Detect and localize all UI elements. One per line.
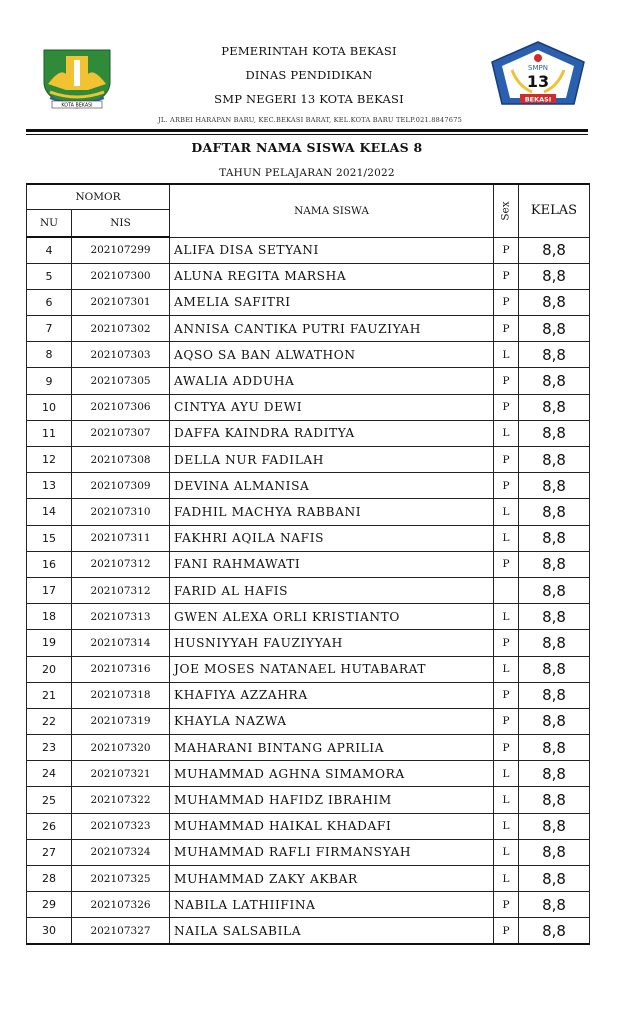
table-row bbox=[27, 839, 590, 865]
table-row bbox=[27, 289, 590, 315]
table-body bbox=[27, 237, 590, 944]
cell-nu: 26 bbox=[27, 813, 72, 839]
smpn-13-emblem-icon bbox=[488, 40, 588, 112]
cell-nama: JOE MOSES NATANAEL HUTABARAT bbox=[170, 656, 494, 682]
table-row bbox=[27, 447, 590, 473]
cell-nis: 202107307 bbox=[72, 420, 170, 446]
cell-nis: 202107325 bbox=[72, 866, 170, 892]
cell-sex: P bbox=[494, 316, 519, 342]
cell-sex: L bbox=[494, 866, 519, 892]
right-logo-caption: BEKASI bbox=[524, 95, 552, 104]
left-logo-caption: KOTA BEKASI bbox=[61, 103, 93, 109]
cell-nama: KHAYLA NAZWA bbox=[170, 708, 494, 734]
cell-nama: FANI RAHMAWATI bbox=[170, 551, 494, 577]
cell-nu: 6 bbox=[27, 289, 72, 315]
cell-nis: 202107300 bbox=[72, 263, 170, 289]
letterhead-line-2: DINAS PENDIDIKAN bbox=[245, 68, 373, 82]
cell-nama: FARID AL HAFIS bbox=[170, 577, 494, 603]
cell-nama: DELLA NUR FADILAH bbox=[170, 447, 494, 473]
kota-bekasi-emblem-icon bbox=[36, 44, 118, 110]
cell-sex: L bbox=[494, 787, 519, 813]
cell-sex: P bbox=[494, 630, 519, 656]
cell-nis: 202107308 bbox=[72, 447, 170, 473]
cell-nis: 202107310 bbox=[72, 499, 170, 525]
cell-kelas: 8,8 bbox=[519, 551, 590, 577]
table-row bbox=[27, 866, 590, 892]
cell-sex: P bbox=[494, 368, 519, 394]
cell-nis: 202107302 bbox=[72, 316, 170, 342]
cell-sex: P bbox=[494, 473, 519, 499]
cell-nu: 27 bbox=[27, 839, 72, 865]
table-row bbox=[27, 656, 590, 682]
table-row bbox=[27, 394, 590, 420]
cell-kelas: 8,8 bbox=[519, 368, 590, 394]
table-row bbox=[27, 499, 590, 525]
cell-kelas: 8,8 bbox=[519, 473, 590, 499]
cell-sex: L bbox=[494, 499, 519, 525]
cell-nama: MAHARANI BINTANG APRILIA bbox=[170, 735, 494, 761]
cell-sex bbox=[494, 577, 519, 603]
header-nomor: NOMOR bbox=[27, 184, 170, 210]
cell-sex: P bbox=[494, 289, 519, 315]
cell-kelas: 8,8 bbox=[519, 839, 590, 865]
cell-kelas: 8,8 bbox=[519, 499, 590, 525]
cell-sex: P bbox=[494, 918, 519, 944]
cell-nu: 17 bbox=[27, 577, 72, 603]
cell-sex: P bbox=[494, 447, 519, 473]
cell-nama: ALUNA REGITA MARSHA bbox=[170, 263, 494, 289]
cell-nu: 5 bbox=[27, 263, 72, 289]
letterhead-rule-thick bbox=[26, 129, 588, 132]
table-row bbox=[27, 577, 590, 603]
cell-sex: P bbox=[494, 237, 519, 263]
cell-nis: 202107303 bbox=[72, 342, 170, 368]
cell-kelas: 8,8 bbox=[519, 525, 590, 551]
cell-nama: MUHAMMAD ZAKY AKBAR bbox=[170, 866, 494, 892]
cell-kelas: 8,8 bbox=[519, 708, 590, 734]
cell-nis: 202107322 bbox=[72, 787, 170, 813]
cell-nama: NABILA LATHIIFINA bbox=[170, 892, 494, 918]
cell-nu: 18 bbox=[27, 604, 72, 630]
cell-nu: 8 bbox=[27, 342, 72, 368]
letterhead-address: JL. ARBEI HARAPAN BARU, KEC.BEKASI BARAT, KEL.KOTA BARU TELP.021.8847675 bbox=[158, 116, 462, 124]
cell-sex: L bbox=[494, 604, 519, 630]
cell-nis: 202107311 bbox=[72, 525, 170, 551]
cell-nis: 202107313 bbox=[72, 604, 170, 630]
cell-nama: AQSO SA BAN ALWATHON bbox=[170, 342, 494, 368]
cell-sex: P bbox=[494, 263, 519, 289]
cell-nis: 202107321 bbox=[72, 761, 170, 787]
table-row bbox=[27, 761, 590, 787]
right-logo-number: 13 bbox=[526, 72, 550, 91]
table-row bbox=[27, 604, 590, 630]
cell-kelas: 8,8 bbox=[519, 342, 590, 368]
cell-kelas: 8,8 bbox=[519, 420, 590, 446]
cell-nu: 14 bbox=[27, 499, 72, 525]
cell-nu: 28 bbox=[27, 866, 72, 892]
cell-nu: 22 bbox=[27, 708, 72, 734]
letterhead-rule-thin bbox=[26, 134, 588, 135]
table-row bbox=[27, 525, 590, 551]
cell-kelas: 8,8 bbox=[519, 316, 590, 342]
table-row bbox=[27, 708, 590, 734]
cell-kelas: 8,8 bbox=[519, 577, 590, 603]
cell-nu: 12 bbox=[27, 447, 72, 473]
document-title: DAFTAR NAMA SISWA KELAS 8 bbox=[191, 140, 423, 155]
academic-year: TAHUN PELAJARAN 2021/2022 bbox=[219, 167, 395, 179]
table-row bbox=[27, 237, 590, 263]
cell-sex: P bbox=[494, 708, 519, 734]
header-nu: NU bbox=[27, 210, 72, 238]
cell-kelas: 8,8 bbox=[519, 918, 590, 944]
cell-nama: MUHAMMAD HAIKAL KHADAFI bbox=[170, 813, 494, 839]
cell-nama: AWALIA ADDUHA bbox=[170, 368, 494, 394]
cell-nama: FADHIL MACHYA RABBANI bbox=[170, 499, 494, 525]
letterhead-line-1: PEMERINTAH KOTA BEKASI bbox=[221, 44, 397, 58]
cell-nu: 24 bbox=[27, 761, 72, 787]
cell-nis: 202107319 bbox=[72, 708, 170, 734]
cell-nis: 202107318 bbox=[72, 682, 170, 708]
cell-nu: 23 bbox=[27, 735, 72, 761]
right-logo-top-text: SMPN bbox=[528, 64, 548, 72]
cell-sex: L bbox=[494, 420, 519, 446]
table-row bbox=[27, 551, 590, 577]
table-row bbox=[27, 813, 590, 839]
header-sex bbox=[494, 184, 519, 237]
cell-kelas: 8,8 bbox=[519, 813, 590, 839]
cell-nis: 202107312 bbox=[72, 577, 170, 603]
cell-kelas: 8,8 bbox=[519, 237, 590, 263]
table-row bbox=[27, 316, 590, 342]
cell-sex: L bbox=[494, 839, 519, 865]
cell-kelas: 8,8 bbox=[519, 447, 590, 473]
cell-nama: KHAFIYA AZZAHRA bbox=[170, 682, 494, 708]
cell-nu: 4 bbox=[27, 237, 72, 263]
cell-nama: ALIFA DISA SETYANI bbox=[170, 237, 494, 263]
cell-nis: 202107305 bbox=[72, 368, 170, 394]
header-kelas: KELAS bbox=[519, 184, 590, 237]
cell-sex: P bbox=[494, 892, 519, 918]
letterhead-line-3: SMP NEGERI 13 KOTA BEKASI bbox=[214, 92, 404, 106]
cell-nis: 202107320 bbox=[72, 735, 170, 761]
cell-kelas: 8,8 bbox=[519, 866, 590, 892]
table-row bbox=[27, 892, 590, 918]
letterhead bbox=[26, 38, 592, 128]
table-row bbox=[27, 918, 590, 944]
cell-nama: DAFFA KAINDRA RADITYA bbox=[170, 420, 494, 446]
table-row bbox=[27, 473, 590, 499]
cell-kelas: 8,8 bbox=[519, 892, 590, 918]
cell-kelas: 8,8 bbox=[519, 630, 590, 656]
cell-kelas: 8,8 bbox=[519, 761, 590, 787]
cell-nu: 15 bbox=[27, 525, 72, 551]
cell-nu: 20 bbox=[27, 656, 72, 682]
cell-nu: 21 bbox=[27, 682, 72, 708]
cell-nu: 25 bbox=[27, 787, 72, 813]
cell-nis: 202107316 bbox=[72, 656, 170, 682]
cell-kelas: 8,8 bbox=[519, 394, 590, 420]
cell-nu: 29 bbox=[27, 892, 72, 918]
cell-sex: P bbox=[494, 551, 519, 577]
cell-nu: 16 bbox=[27, 551, 72, 577]
header-nis: NIS bbox=[72, 210, 170, 238]
cell-nu: 10 bbox=[27, 394, 72, 420]
student-roster-table bbox=[26, 183, 590, 945]
cell-nis: 202107306 bbox=[72, 394, 170, 420]
cell-nama: NAILA SALSABILA bbox=[170, 918, 494, 944]
cell-kelas: 8,8 bbox=[519, 682, 590, 708]
header-nama-siswa: NAMA SISWA bbox=[170, 184, 494, 237]
cell-sex: P bbox=[494, 682, 519, 708]
table-row bbox=[27, 368, 590, 394]
cell-nama: CINTYA AYU DEWI bbox=[170, 394, 494, 420]
table-row bbox=[27, 735, 590, 761]
cell-nu: 19 bbox=[27, 630, 72, 656]
cell-kelas: 8,8 bbox=[519, 787, 590, 813]
cell-nis: 202107323 bbox=[72, 813, 170, 839]
cell-kelas: 8,8 bbox=[519, 735, 590, 761]
cell-nama: AMELIA SAFITRI bbox=[170, 289, 494, 315]
cell-kelas: 8,8 bbox=[519, 289, 590, 315]
table-row bbox=[27, 420, 590, 446]
cell-nis: 202107301 bbox=[72, 289, 170, 315]
cell-nu: 30 bbox=[27, 918, 72, 944]
table-row bbox=[27, 787, 590, 813]
cell-nis: 202107327 bbox=[72, 918, 170, 944]
cell-kelas: 8,8 bbox=[519, 656, 590, 682]
table-row bbox=[27, 682, 590, 708]
cell-nis: 202107324 bbox=[72, 839, 170, 865]
cell-nis: 202107314 bbox=[72, 630, 170, 656]
cell-kelas: 8,8 bbox=[519, 263, 590, 289]
cell-kelas: 8,8 bbox=[519, 604, 590, 630]
cell-nama: DEVINA ALMANISA bbox=[170, 473, 494, 499]
cell-nis: 202107299 bbox=[72, 237, 170, 263]
cell-sex: L bbox=[494, 813, 519, 839]
cell-nama: MUHAMMAD HAFIDZ IBRAHIM bbox=[170, 787, 494, 813]
cell-nama: FAKHRI AQILA NAFIS bbox=[170, 525, 494, 551]
cell-sex: L bbox=[494, 342, 519, 368]
cell-nu: 9 bbox=[27, 368, 72, 394]
table-row bbox=[27, 342, 590, 368]
cell-nama: GWEN ALEXA ORLI KRISTIANTO bbox=[170, 604, 494, 630]
cell-nama: MUHAMMAD RAFLI FIRMANSYAH bbox=[170, 839, 494, 865]
table-row bbox=[27, 263, 590, 289]
cell-sex: L bbox=[494, 525, 519, 551]
cell-nu: 7 bbox=[27, 316, 72, 342]
cell-nama: MUHAMMAD AGHNA SIMAMORA bbox=[170, 761, 494, 787]
cell-sex: L bbox=[494, 761, 519, 787]
table-row bbox=[27, 630, 590, 656]
cell-nu: 11 bbox=[27, 420, 72, 446]
table-header-row-1 bbox=[27, 184, 590, 210]
cell-sex: L bbox=[494, 656, 519, 682]
header-sex-label: Sex bbox=[500, 201, 512, 221]
cell-nama: ANNISA CANTIKA PUTRI FAUZIYAH bbox=[170, 316, 494, 342]
cell-sex: P bbox=[494, 394, 519, 420]
cell-nis: 202107312 bbox=[72, 551, 170, 577]
cell-sex: P bbox=[494, 735, 519, 761]
cell-nis: 202107309 bbox=[72, 473, 170, 499]
cell-nama: HUSNIYYAH FAUZIYYAH bbox=[170, 630, 494, 656]
cell-nu: 13 bbox=[27, 473, 72, 499]
cell-nis: 202107326 bbox=[72, 892, 170, 918]
